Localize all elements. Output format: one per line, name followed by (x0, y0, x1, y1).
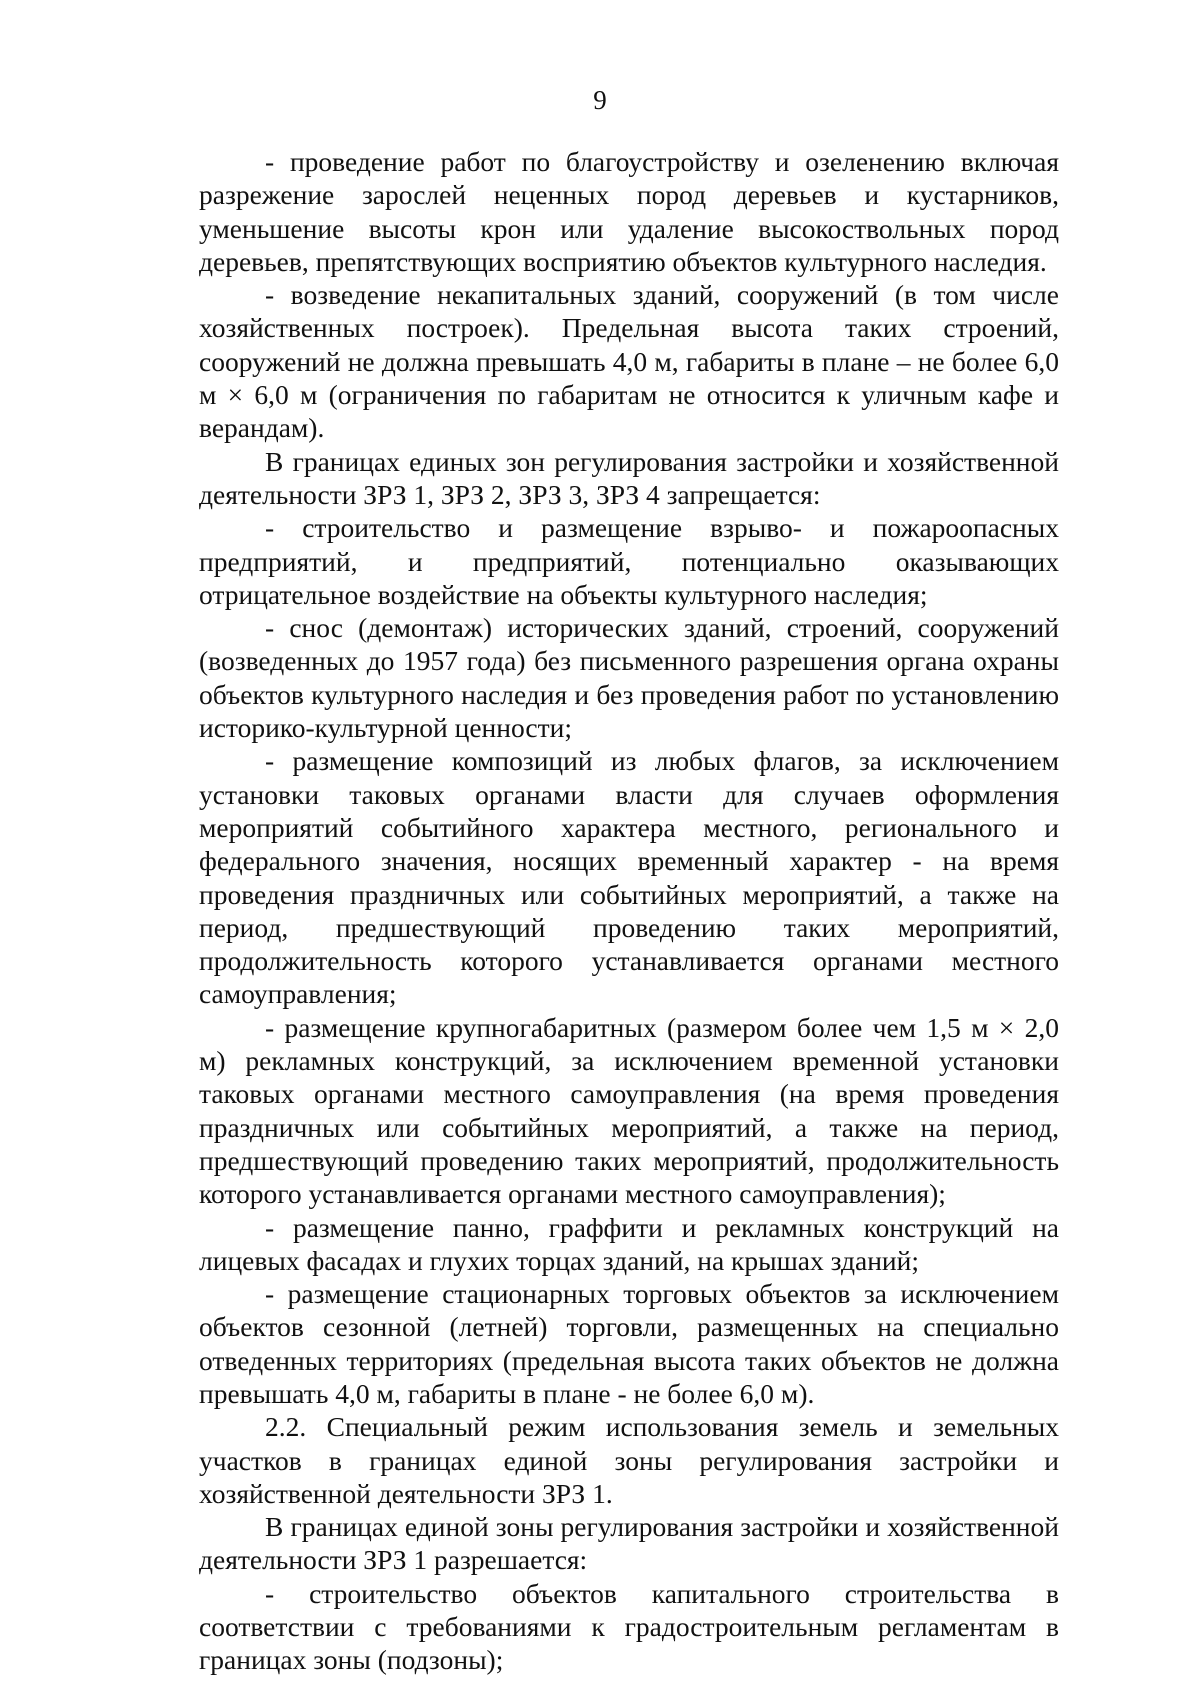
paragraph-flags: - размещение композиций из любых флагов, за исключением установки таковых органами власти для случаев оформления мероприятий событийного характера местного, регионального и федерального значения, носящих временный характер - на время проведения праздничных или событийных мероприятий, а также на период, предшествующий проведению таких мероприятий, продолжительность которого устанавливается органами местного самоуправления; (199, 745, 1059, 1010)
paragraph-hazardous-enterprises: - строительство и размещение взрыво- и пожароопасных предприятий, и предприятий, потенциально оказывающих отрицательное воздействие на объекты культурного наследия; (199, 512, 1059, 610)
document-body (199, 145, 1059, 1677)
paragraph-landscaping: - проведение работ по благоустройству и озеленению включая разрежение зарослей неценных пород деревьев и кустарников, уменьшение высоты крон или удаление высокоствольных пород деревьев, препятствующих восприятию объектов культурного наследия. (199, 146, 1059, 277)
paragraph-demolition: - снос (демонтаж) исторических зданий, строений, сооружений (возведенных до 1957 года) без письменного разрешения органа охраны объектов культурного наследия и без проведения работ по установлению историко-культурной ценности; (199, 612, 1059, 744)
paragraph-permissions-intro: В границах единой зоны регулирования застройки и хозяйственной деятельности ЗРЗ 1 разрешается: (199, 1511, 1059, 1576)
paragraph-prohibitions-intro: В границах единых зон регулирования застройки и хозяйственной деятельности ЗРЗ 1, ЗРЗ 2, ЗРЗ 3, ЗРЗ 4 запрещается: (199, 445, 1059, 510)
paragraph-non-capital-buildings: - возведение некапитальных зданий, сооружений (в том числе хозяйственных построек). Предельная высота таких строений, сооружений не должна превышать 4,0 м, габариты в плане – не более 6,0 м × 6,0 м (ограничения по габаритам не относится к уличным кафе и верандам). (199, 279, 1059, 444)
paragraph-stationary-trade: - размещение стационарных торговых объектов за исключением объектов сезонной (летней) торговли, размещенных на специально отведенных территориях (предельная высота таких объектов не должна превышать 4,0 м, габариты в плане - не более 6,0 м). (199, 1278, 1059, 1409)
section-heading-2-2: 2.2. Специальный режим использования земель и земельных участков в границах единой зоны регулирования застройки и хозяйственной деятельности ЗРЗ 1. (199, 1411, 1059, 1509)
paragraph-panels-graffiti: - размещение панно, граффити и рекламных конструкций на лицевых фасадах и глухих торцах зданий, на крышах зданий; (199, 1211, 1059, 1276)
paragraph-capital-construction: - строительство объектов капитального строительства в соответствии с требованиями к градостроительным регламентам в границах зоны (подзоны); (199, 1577, 1059, 1676)
paragraph-large-advertising: - размещение крупногабаритных (размером более чем 1,5 м × 2,0 м) рекламных конструкций, за исключением временной установки таковых органами местного самоуправления (на время проведения праздничных или событийных мероприятий, а также на период, предшествующий проведению таких мероприятий, продолжительность которого устанавливается органами местного самоуправления); (199, 1011, 1059, 1210)
page-number: 9 (593, 85, 607, 115)
